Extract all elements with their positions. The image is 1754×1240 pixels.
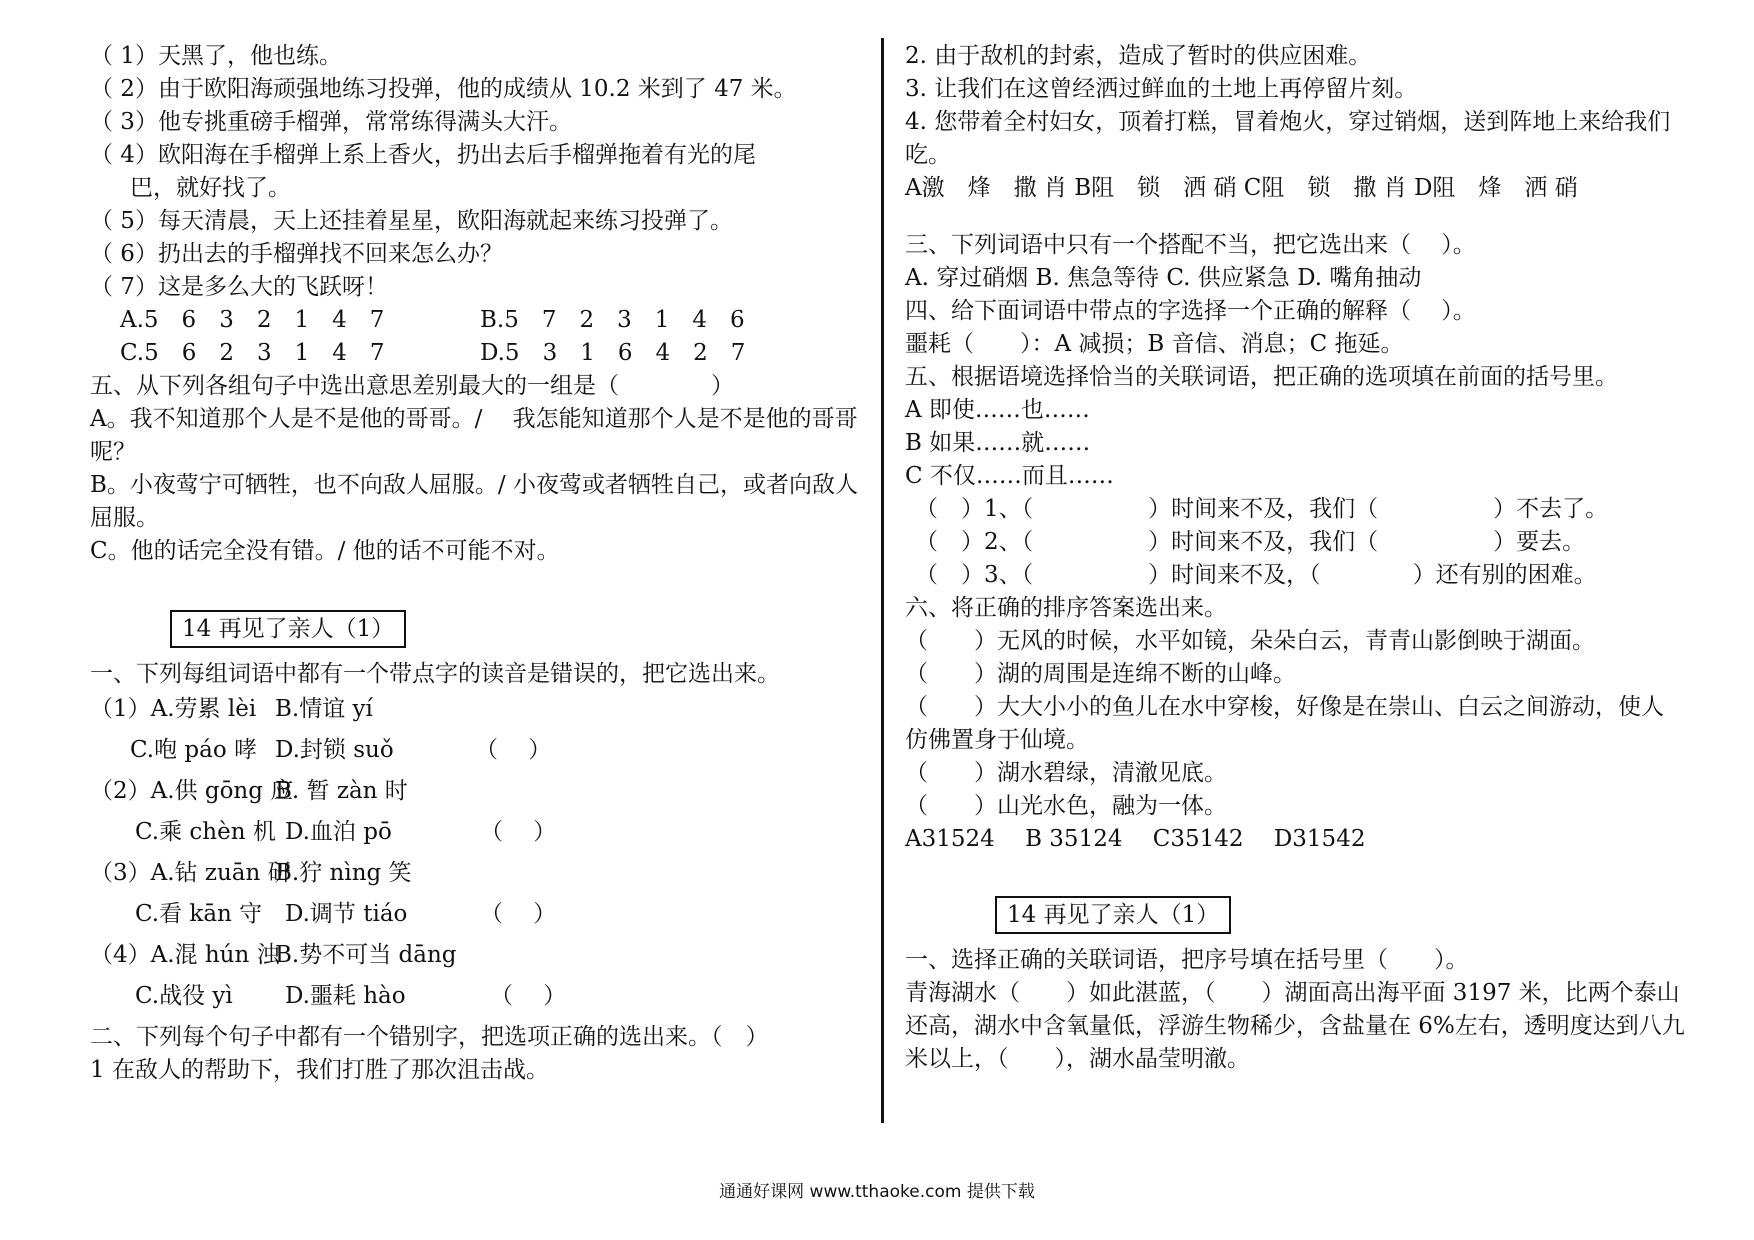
pinyin-row xyxy=(90,816,865,849)
question-item: 2. 由于敌机的封索，造成了暂时的供应困难。 xyxy=(905,43,1372,69)
question-item: （ ）大大小小的鱼儿在水中穿梭，好像是在崇山、白云之间游动，使人仿佛置身于仙境。 xyxy=(905,694,1664,753)
left-column xyxy=(90,40,865,1087)
question-title: 五、从下列各组句子中选出意思差别最大的一组是（ ） xyxy=(90,373,734,399)
answer-options: A激 烽 撒 肖 B阻 锁 洒 硝 C阻 锁 撒 肖 D阻 烽 洒 硝 xyxy=(905,175,1578,201)
question-item: （ ）湖水碧绿，清澈见底。 xyxy=(905,760,1227,786)
pinyin-option: C.乘 chèn 机 xyxy=(135,819,276,845)
pinyin-option: D.噩耗 hào xyxy=(285,983,406,1009)
right-column xyxy=(905,40,1685,1076)
pinyin-row xyxy=(90,939,865,972)
pinyin-option: D.调节 tiáo xyxy=(285,901,408,927)
order-item: （ 4）欧阳海在手榴弹上系上香火，扔出去后手榴弹拖着有光的尾 xyxy=(90,142,756,168)
pinyin-option: B.势不可当 dāng xyxy=(275,942,457,968)
question-item: （ ）湖的周围是连绵不断的山峰。 xyxy=(905,661,1296,687)
pinyin-option: B.狞 nìng 笑 xyxy=(275,860,412,886)
answer-option: A 即使……也…… xyxy=(905,397,1090,423)
order-option: A.5 6 3 2 1 4 7 xyxy=(120,307,385,333)
pinyin-option: C.看 kān 守 xyxy=(135,901,263,927)
order-item: （ 1）天黑了，他也练。 xyxy=(90,43,342,69)
question-title: 四、给下面词语中带点的字选择一个正确的解释（ ）。 xyxy=(905,298,1476,324)
pinyin-option: （3）A.钻 zuān 研 xyxy=(90,860,291,886)
pinyin-option: D.封锁 suǒ xyxy=(275,737,394,763)
answer-options: A31524 B 35124 C35142 D31542 xyxy=(905,826,1366,852)
order-item: （ 7）这是多么大的飞跃呀！ xyxy=(90,274,388,300)
answer-blank: （ ） xyxy=(480,819,557,845)
answer-option: A。我不知道那个人是不是他的哥哥。/ 我怎能知道那个人是不是他的哥哥呢？ xyxy=(90,406,858,465)
pinyin-row xyxy=(90,980,865,1013)
question-title: 一、下列每组词语中都有一个带点字的读音是错误的，把它选出来。 xyxy=(90,661,780,687)
spacer xyxy=(905,205,1685,229)
question-title: 五、根据语境选择恰当的关联词语，把正确的选项填在前面的括号里。 xyxy=(905,364,1618,390)
section-title: 14 再见了亲人（1） xyxy=(995,896,1231,934)
pinyin-row xyxy=(90,775,865,808)
answer-option: C。他的话完全没有错。/ 他的话不可能不对。 xyxy=(90,538,560,564)
order-item: （ 3）他专挑重磅手榴弹，常常练得满头大汗。 xyxy=(90,109,572,135)
question-title: 二、下列每个句子中都有一个错别字，把选项正确的选出来。（ ） xyxy=(90,1024,769,1050)
answer-blank: （ ） xyxy=(475,737,552,763)
order-option: D.5 3 1 6 4 2 7 xyxy=(480,340,746,366)
question-item: 青海湖水（ ）如此湛蓝，（ ）湖面高出海平面 3197 米，比两个泰山还高，湖水中含氧量低，浮游生物稀少，含盐量在 6%左右，透明度达到八九米以上，（ ），湖水晶莹明澈。 xyxy=(905,980,1685,1072)
page-footer: 通通好课网 www.tthaoke.com 提供下载 xyxy=(719,1182,1035,1202)
pinyin-row xyxy=(90,898,865,931)
question-item: 1 在敌人的帮助下，我们打胜了那次沮击战。 xyxy=(90,1057,549,1083)
pinyin-option: （4）A.混 hún 浊 xyxy=(90,942,280,968)
question-item: （ ）3、（ ）时间来不及，（ ）还有别的困难。 xyxy=(915,562,1597,588)
question-item: 3. 让我们在这曾经洒过鲜血的土地上再停留片刻。 xyxy=(905,76,1418,102)
answer-option: B 如果……就…… xyxy=(905,430,1091,456)
pinyin-option: B. 暂 zàn 时 xyxy=(275,778,408,804)
answer-option: C 不仅……而且…… xyxy=(905,463,1114,489)
order-item: 巴，就好找了。 xyxy=(130,175,291,201)
question-title: 三、下列词语中只有一个搭配不当，把它选出来（ ）。 xyxy=(905,232,1476,258)
section-title: 14 再见了亲人（1） xyxy=(170,610,406,648)
question-item: 4. 您带着全村妇女，顶着打糕，冒着炮火，穿过销烟，送到阵地上来给我们吃。 xyxy=(905,109,1671,168)
answer-blank: （ ） xyxy=(490,983,567,1009)
section-title-wrap xyxy=(905,856,1685,944)
order-option: C.5 6 2 3 1 4 7 xyxy=(120,340,385,366)
question-item: 噩耗（ ）：A 减损；B 音信、消息；C 拖延。 xyxy=(905,331,1404,357)
question-item: （ ）无风的时候，水平如镜，朵朵白云，青青山影倒映于湖面。 xyxy=(905,628,1595,654)
order-option: B.5 7 2 3 1 4 6 xyxy=(480,307,745,333)
order-options-row xyxy=(90,304,865,337)
pinyin-option: C.咆 páo 哮 xyxy=(130,737,257,763)
answer-options: A. 穿过硝烟 B. 焦急等待 C. 供应紧急 D. 嘴角抽动 xyxy=(905,265,1422,291)
pinyin-option: （1）A.劳累 lèi xyxy=(90,696,257,722)
order-item: （ 6）扔出去的手榴弹找不回来怎么办？ xyxy=(90,241,503,267)
pinyin-option: B.情谊 yí xyxy=(275,696,373,722)
pinyin-row xyxy=(90,693,865,726)
order-options-row xyxy=(90,337,865,370)
order-item: （ 2）由于欧阳海顽强地练习投弹，他的成绩从 10.2 米到了 47 米。 xyxy=(90,76,797,102)
column-divider xyxy=(881,38,884,1123)
question-item: （ ）山光水色，融为一体。 xyxy=(905,793,1227,819)
question-item: （ ）2、（ ）时间来不及，我们（ ）要去。 xyxy=(915,529,1586,555)
question-item: （ ）1、（ ）时间来不及，我们（ ）不去了。 xyxy=(915,496,1609,522)
pinyin-option: D.血泊 pō xyxy=(285,819,392,845)
question-title: 一、选择正确的关联词语，把序号填在括号里（ ）。 xyxy=(905,947,1469,973)
order-item: （ 5）每天清晨，天上还挂着星星，欧阳海就起来练习投弹了。 xyxy=(90,208,733,234)
answer-blank: （ ） xyxy=(480,901,557,927)
answer-option: B。小夜莺宁可牺牲，也不向敌人屈服。/ 小夜莺或者牺牲自己，或者向敌人屈服。 xyxy=(90,472,858,531)
pinyin-row xyxy=(90,857,865,890)
pinyin-option: （2）A.供 gōng 应 xyxy=(90,778,294,804)
pinyin-row xyxy=(90,734,865,767)
pinyin-option: C.战役 yì xyxy=(135,983,233,1009)
section-title-wrap xyxy=(90,568,865,658)
question-title: 六、将正确的排序答案选出来。 xyxy=(905,595,1227,621)
